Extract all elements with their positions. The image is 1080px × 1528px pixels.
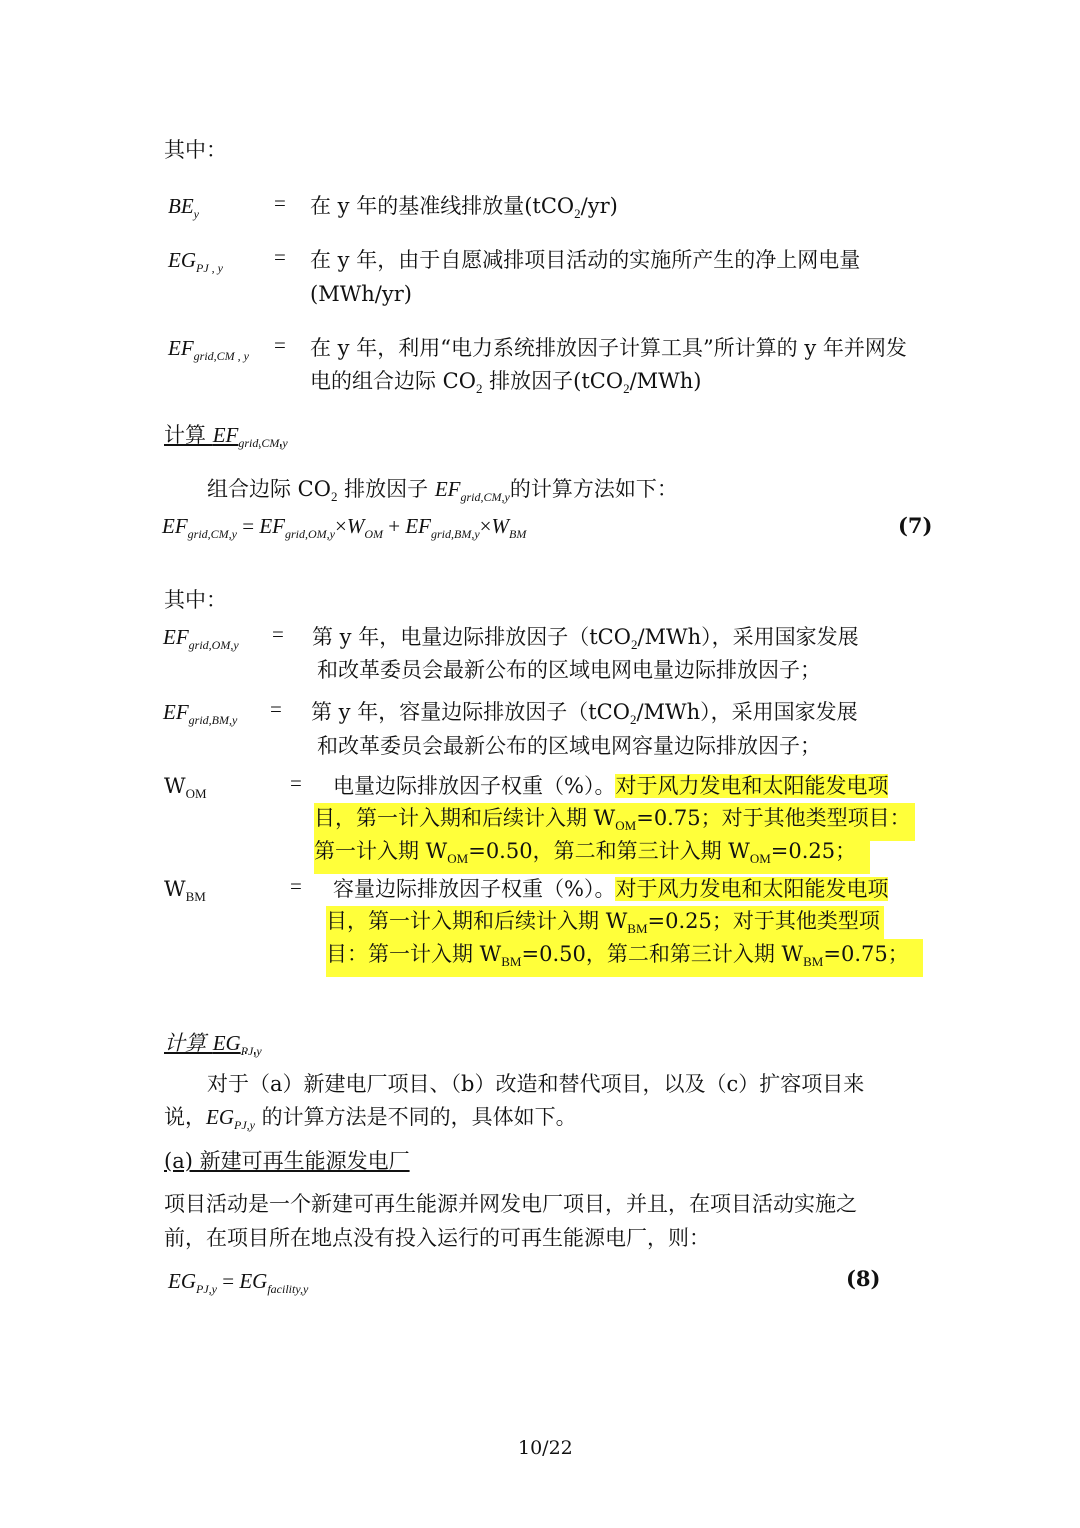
definition-w-om-line2: 目，第一计入期和后续计入期 $W_{OM}=0.75$；对于其他类型项目： — [314, 803, 915, 841]
symbol-ef-om: $EF_{grid,OM,y}$ — [163, 625, 239, 652]
definition-ef-om-line2: 和改革委员会最新公布的区域电网电量边际排放因子； — [317, 658, 821, 682]
definition-w-bm-line3: 目：第一计入期 $W_{BM}=0.50$，第二和第三计入期 $W_{BM}=0.75$； — [326, 939, 923, 977]
equals-ef-bm: = — [270, 697, 282, 721]
formula-7-number: (7) — [898, 513, 933, 538]
equals-be: = — [274, 191, 286, 215]
definition-eg-line2: (MWh/yr) — [310, 282, 412, 306]
equals-w-bm: = — [290, 874, 302, 898]
definition-w-bm-line1: 容量边际排放因子权重（%）。对于风力发电和太阳能发电项 — [333, 877, 889, 901]
definition-ef-bm-line2: 和改革委员会最新公布的区域电网容量边际排放因子； — [317, 734, 821, 758]
formula-8: $EG_{PJ,y} = EG_{facility,y}$ — [168, 1269, 309, 1296]
symbol-w-om: $W_{OM}$ — [164, 774, 207, 801]
equals-ef-om: = — [272, 622, 284, 646]
symbol-ef-bm: $EF_{grid,BM,y}$ — [163, 700, 238, 727]
formula-8-number: (8) — [846, 1266, 881, 1291]
definition-be: 在 y 年的基准线排放量(tCO$_2$/yr) — [310, 194, 618, 221]
section-a-line2: 前，在项目所在地点没有投入运行的可再生能源电厂，则： — [164, 1226, 710, 1250]
page-number: 10/22 — [518, 1437, 573, 1459]
equals-w-om: = — [290, 771, 302, 795]
eg-paragraph-line2: 说，$EG_{PJ,y}$ 的计算方法是不同的，具体如下。 — [164, 1105, 577, 1132]
where-label-2: 其中： — [164, 588, 227, 612]
equals-ef-cm: = — [274, 333, 286, 357]
definition-ef-om-line1: 第 y 年，电量边际排放因子（tCO$_2$/MWh），采用国家发展 — [312, 625, 859, 652]
section-a-line1: 项目活动是一个新建可再生能源并网发电厂项目，并且，在项目活动实施之 — [164, 1192, 857, 1216]
definition-eg-line1: 在 y 年，由于自愿减排项目活动的实施所产生的净上网电量 — [310, 248, 861, 272]
equals-eg: = — [274, 245, 286, 269]
definition-ef-cm-line1: 在 y 年，利用“电力系统排放因子计算工具”所计算的 y 年并网发 — [310, 336, 907, 360]
symbol-be: $BE_y$ — [168, 194, 199, 221]
section-a-heading: (a) 新建可再生能源发电厂 — [164, 1149, 410, 1173]
eg-paragraph-line1: 对于（a）新建电厂项目、（b）改造和替代项目，以及（c）扩容项目来 — [207, 1072, 865, 1096]
definition-w-om-line1: 电量边际排放因子权重（%）。对于风力发电和太阳能发电项 — [333, 774, 889, 798]
definition-w-bm-line2: 目，第一计入期和后续计入期 $W_{BM}=0.25$；对于其他类型项 — [326, 906, 884, 944]
symbol-eg: $EG_{PJ , y}$ — [168, 248, 223, 275]
definition-ef-cm-line2: 电的组合边际 $CO_2$ 排放因子(tCO$_2$/MWh) — [310, 369, 702, 396]
combo-intro: 组合边际 $CO_2$ 排放因子 $EF_{grid,CM,y}$的计算方法如下： — [207, 477, 678, 504]
formula-7: $EF_{grid,CM,y} = EF_{grid,OM,y}\times W_{OM} + EF_{grid,BM,y}\times W_{BM}$ — [162, 514, 527, 541]
definition-ef-bm-line1: 第 y 年，容量边际排放因子（tCO$_2$/MWh），采用国家发展 — [311, 700, 858, 727]
heading-calc-ef: 计算 $EF_{grid,CM,y}$ — [164, 423, 288, 450]
definition-w-om-line3: 第一计入期 $W_{OM}=0.50$，第二和第三计入期 $W_{OM}=0.25$； — [314, 836, 870, 874]
where-label-1: 其中： — [164, 138, 227, 162]
symbol-ef-cm: $EF_{grid,CM , y}$ — [168, 336, 249, 363]
heading-calc-eg: 计算 $EG_{PJ,y}$ — [164, 1031, 262, 1058]
symbol-w-bm: $W_{BM}$ — [164, 877, 206, 904]
